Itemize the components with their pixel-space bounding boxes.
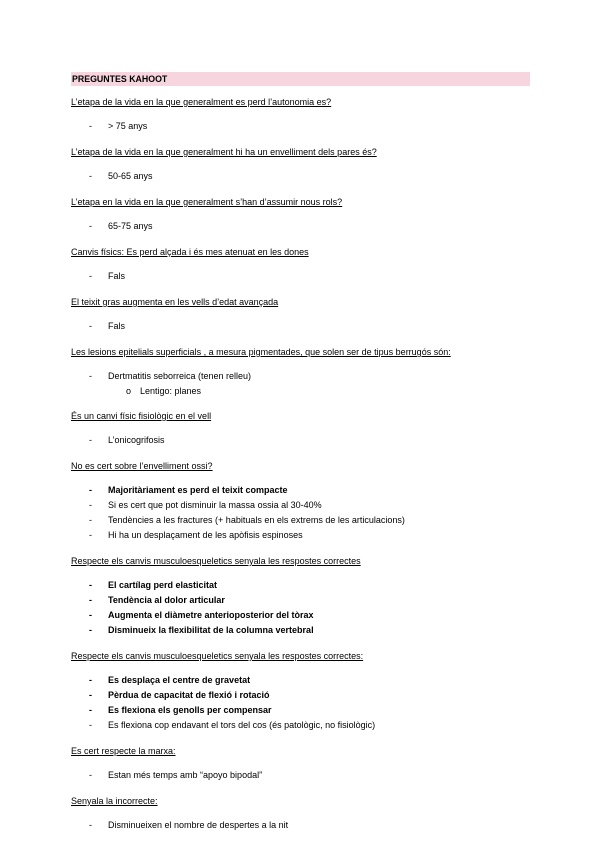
answer-list <box>71 578 530 638</box>
answer-list <box>71 169 530 184</box>
question-heading: L’etapa de la vida en la que generalment es perd l’autonomia es? <box>71 97 332 107</box>
answer-item: - Augmenta el diàmetre anterioposterior del tòrax <box>71 608 530 623</box>
answer-list <box>71 818 530 833</box>
question-heading: El teixit gras augmenta en les vells d’edat avançada <box>71 297 279 307</box>
answer-list <box>71 269 530 284</box>
answer-item: - Pèrdua de capacitat de flexió i rotació <box>71 688 530 703</box>
answer-item: - Fals <box>71 319 530 334</box>
answer-item: - Tendència al dolor articular <box>71 593 530 608</box>
answer-item: - Es desplaça el centre de gravetat <box>71 673 530 688</box>
answer-item: - Disminueixen el nombre de despertes a la nit <box>71 818 530 833</box>
answer-item: - Dertmatitis seborreica (tenen relleu) <box>71 369 530 384</box>
document-title: PREGUNTES KAHOOT <box>71 72 530 86</box>
answer-item: - Fals <box>71 269 530 284</box>
question-heading: Es cert respecte la marxa: <box>71 746 176 756</box>
answer-list <box>71 319 530 334</box>
question-heading: Canvis físics: Es perd alçada i és mes atenuat en les dones <box>71 247 309 257</box>
answer-item: - Es flexiona els genolls per compensar <box>71 703 530 718</box>
answer-item: - Es flexiona cop endavant el tors del cos (és patològic, no fisiològic) <box>71 718 530 733</box>
answer-item: - Tendències a les fractures (+ habituals en els extrems de les articulacions) <box>71 513 530 528</box>
answer-item: - 65-75 anys <box>71 219 530 234</box>
question-heading: Senyala la incorrecte: <box>71 796 158 806</box>
question-heading: Respecte els canvis musculoesqueletics senyala les respostes correctes: <box>71 651 364 661</box>
answer-item: - L’onicogrifosis <box>71 433 530 448</box>
answer-list <box>71 219 530 234</box>
answer-item: - > 75 anys <box>71 119 530 134</box>
answer-list <box>71 673 530 733</box>
question-heading: L’etapa en la vida en la que generalment s’han d’assumir nous rols? <box>71 197 343 207</box>
answer-item: - Si es cert que pot disminuir la massa ossia al 30-40% <box>71 498 530 513</box>
question-heading: L’etapa de la vida en la que generalment hi ha un envelliment dels pares és? <box>71 147 377 157</box>
answer-item: - 50-65 anys <box>71 169 530 184</box>
answer-item: - Hi ha un desplaçament de les apòfisis espinoses <box>71 528 530 543</box>
answer-list <box>71 433 530 448</box>
answer-item: - Majoritàriament es perd el teixit compacte <box>71 483 530 498</box>
question-heading: Respecte els canvis musculoesqueletics senyala les respostes correctes <box>71 556 361 566</box>
answer-item: - Disminueix la flexibilitat de la columna vertebral <box>71 623 530 638</box>
answer-list <box>71 119 530 134</box>
answer-list <box>71 483 530 543</box>
document-content <box>71 72 530 845</box>
question-heading: No es cert sobre l’envelliment ossi? <box>71 461 213 471</box>
question-heading: És un canvi físic fisiològic en el vell <box>71 411 212 421</box>
answer-list <box>71 369 530 398</box>
answer-list <box>71 768 530 783</box>
answer-item: - Estan més temps amb “apoyo bipodal” <box>71 768 530 783</box>
question-heading: Les lesions epitelials superficials , a mesura pigmentades, que solen ser de tipus berrugós són: <box>71 347 451 357</box>
question-list <box>71 96 530 833</box>
answer-item: - El cartílag perd elasticitat <box>71 578 530 593</box>
sub-answer-item: o Lentigo: planes <box>71 384 530 398</box>
